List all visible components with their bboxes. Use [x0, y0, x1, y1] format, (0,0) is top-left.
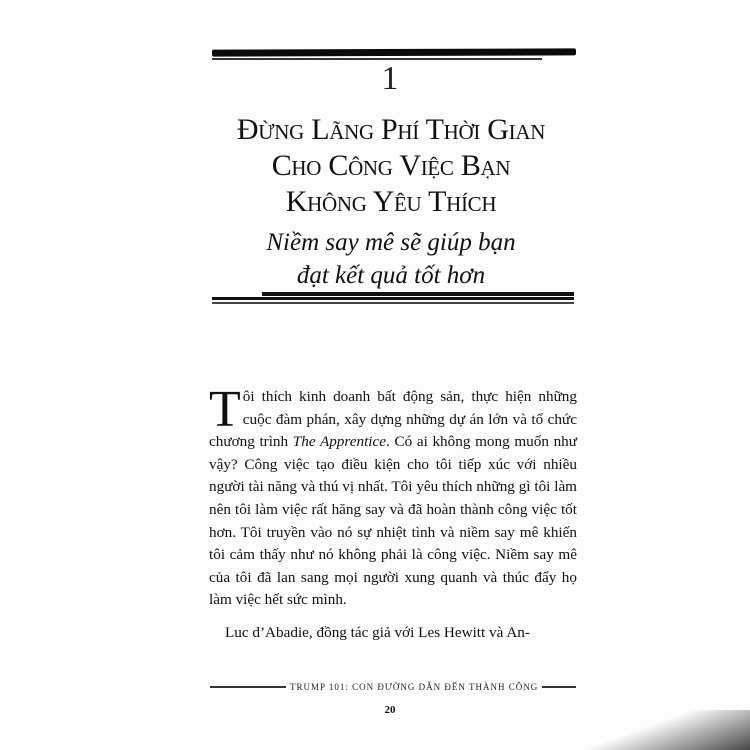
- bottom-rule-short: [262, 292, 574, 296]
- chapter-title-line: Cho Công Việc Bạn: [271, 149, 511, 182]
- chapter-number: 1: [381, 60, 399, 97]
- show-title: The Apprentice: [292, 433, 387, 451]
- body-text: [209, 381, 577, 645]
- bottom-rule-thin: [212, 302, 574, 304]
- running-title: TRUMP 101: CON ĐƯỜNG DẪN ĐẾN THÀNH CÔNG: [286, 682, 542, 692]
- chapter-subtitle-line: Niềm say mê sẽ giúp bạn: [266, 229, 516, 256]
- page-edge-shadow: [580, 710, 750, 750]
- bottom-rule: [212, 297, 574, 300]
- page-number: 20: [384, 704, 396, 716]
- paragraph-1: [209, 381, 577, 612]
- chapter-title-line: Không Yêu Thích: [285, 185, 497, 218]
- drop-cap: T: [209, 381, 241, 438]
- paragraph-1-text-a: ôi thích kinh doanh bất động sản, thực hiện những cuộc đàm phán, xây dựng những dự án lớn và tổ chức chương trình: [209, 388, 577, 451]
- chapter-subtitle-line: đạt kết quả tốt hơn: [296, 262, 486, 289]
- top-rule: [212, 48, 576, 56]
- paragraph-1-text-b: . Có ai không mong muốn như vậy? Công việc tạo điều kiện cho tôi tiếp xúc với nhiều người tài năng và thú vị nhất. Tôi yêu thích những gì tôi làm nên tôi làm việc rất hăng say và đã hoàn thành công việc tốt hơn. Tôi truyền vào nó sự nhiệt tình và niềm say mê khiến tôi cảm thấy như nó không phải là công việc. Niềm say mê của tôi đã lan sang mọi người xung quanh và thúc đẩy họ làm việc hết sức mình.: [209, 433, 577, 609]
- chapter-title-line: Đừng Lãng Phí Thời Gian: [236, 113, 546, 146]
- chapter-subtitle: [196, 226, 586, 292]
- chapter-title: [196, 112, 586, 220]
- paragraph-2: Luc d’Abadie, đồng tác giả với Les Hewitt và An-: [225, 623, 530, 641]
